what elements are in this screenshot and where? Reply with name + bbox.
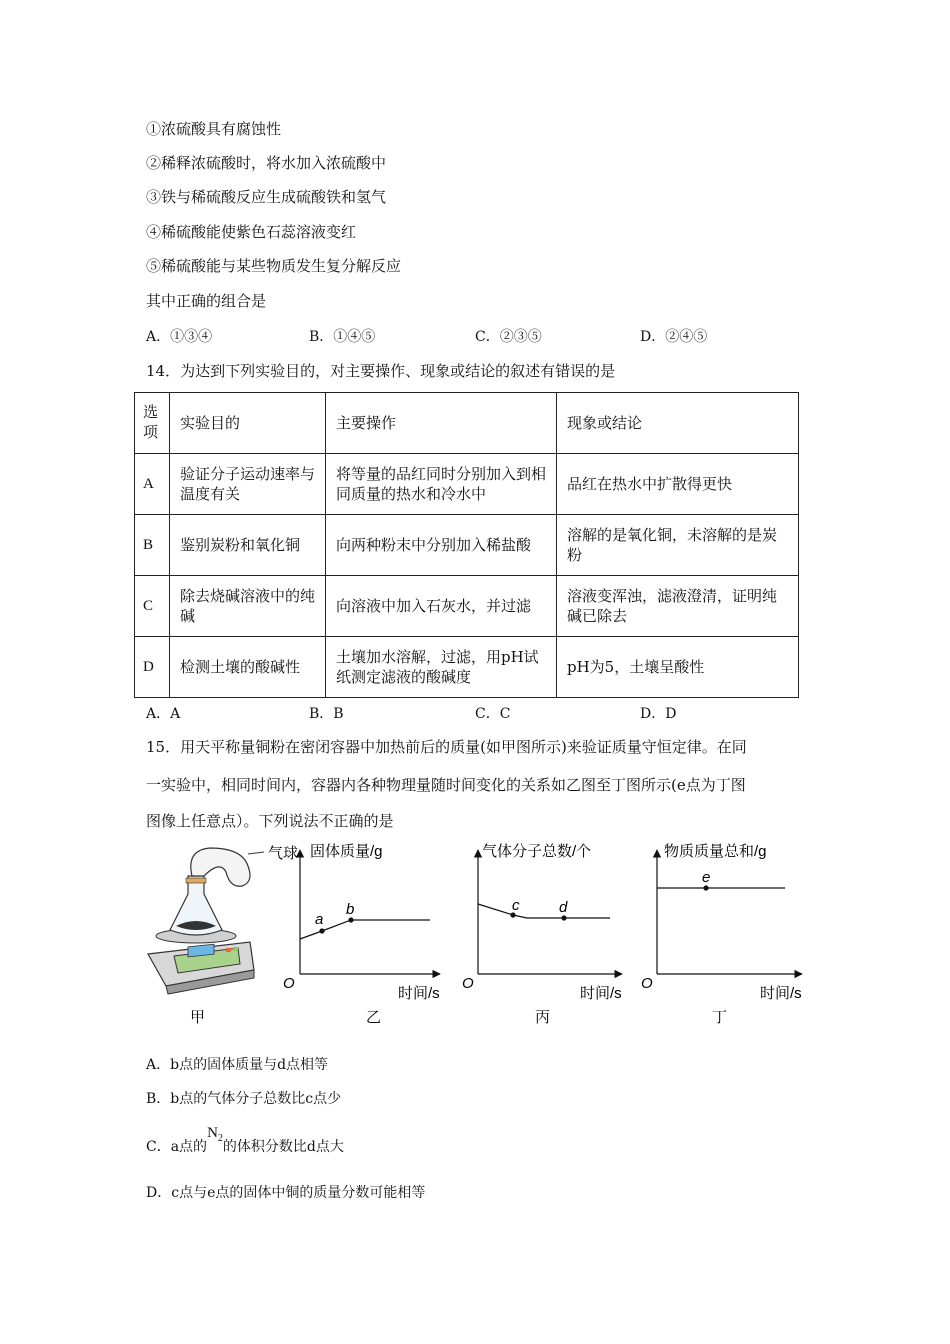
table-cell: pH为5，土壤呈酸性 — [557, 637, 799, 698]
q15-option-d: D．c点与e点的固体中铜的质量分数可能相等 — [146, 1185, 426, 1201]
q13-option-b: B．①④⑤ — [309, 329, 376, 345]
x-axis-label: 时间/s — [580, 985, 622, 1002]
table-row — [135, 515, 799, 576]
table-cell: 品红在热水中扩散得更快 — [557, 454, 799, 515]
origin-label: O — [462, 975, 474, 992]
q13-option-d: D．②④⑤ — [640, 329, 708, 345]
q14-stem: 14．为达到下列实验目的，对主要操作、现象或结论的叙述有错误的是 — [146, 362, 616, 380]
table-cell: 除去烧碱溶液中的纯碱 — [170, 576, 326, 637]
header-cell: 实验目的 — [170, 393, 326, 454]
header-cell: 选项 — [135, 393, 170, 454]
point-label-e: e — [702, 869, 711, 886]
q15-option-c-prefix: C．a点的 — [146, 1139, 208, 1155]
balloon-label: 气球 — [268, 845, 299, 862]
graph-y-label-total-mass: 物质质量总和/g — [664, 843, 767, 860]
table-cell: B — [135, 515, 170, 576]
statement-2: ②稀释浓硫酸时，将水加入浓硫酸中 — [146, 154, 387, 172]
table-cell: D — [135, 637, 170, 698]
q15-stem-line-2: 一实验中，相同时间内，容器内各种物理量随时间变化的关系如乙图至丁图所示(e点为丁图 — [146, 776, 746, 794]
x-axis-label: 时间/s — [760, 985, 802, 1002]
table-cell: 验证分子运动速率与温度有关 — [170, 454, 326, 515]
balance-illustration — [148, 848, 264, 994]
table-cell: 溶解的是氧化铜，未溶解的是炭粉 — [557, 515, 799, 576]
q15-stem-line-3: 图像上任意点）。下列说法不正确的是 — [146, 812, 394, 830]
table-cell: 向两种粉末中分别加入稀盐酸 — [326, 515, 557, 576]
table-row — [135, 576, 799, 637]
table-cell: A — [135, 454, 170, 515]
caption-yi: 乙 — [366, 1009, 382, 1026]
statement-5: ⑤稀硫酸能与某些物质发生复分解反应 — [146, 257, 402, 275]
q14-option-a: A．A — [146, 706, 181, 722]
point-label-b: b — [346, 901, 355, 918]
origin-label: O — [641, 975, 653, 992]
n2-formula-symbol: N — [207, 1125, 218, 1141]
point-label-c: c — [512, 897, 520, 914]
experiment-figure — [130, 836, 820, 1036]
q15-option-a: A．b点的固体质量与d点相等 — [146, 1057, 329, 1073]
table-cell: 土壤加水溶解，过滤，用pH试纸测定滤液的酸碱度 — [326, 637, 557, 698]
table-cell: 将等量的品红同时分别加入到相同质量的热水和冷水中 — [326, 454, 557, 515]
q13-option-a: A．①③④ — [146, 329, 213, 345]
statement-4: ④稀硫酸能使紫色石蕊溶液变红 — [146, 223, 357, 241]
table-cell: 溶液变浑浊，滤液澄清，证明纯碱已除去 — [557, 576, 799, 637]
table-cell: C — [135, 576, 170, 637]
caption-ding: 丁 — [712, 1009, 728, 1026]
point-label-d: d — [559, 899, 568, 916]
experiment-table — [134, 392, 799, 698]
table-cell: 检测土壤的酸碱性 — [170, 637, 326, 698]
graph-total-mass — [657, 850, 802, 974]
graph-y-label-gas-molecules: 气体分子总数/个 — [482, 843, 592, 860]
statement-1: ①浓硫酸具有腐蚀性 — [146, 120, 282, 138]
graph-y-label-solid-mass: 固体质量/g — [310, 843, 383, 860]
q14-option-b: B．B — [309, 706, 344, 722]
q15-option-c-suffix: 的体积分数比d点大 — [222, 1139, 344, 1155]
n2-formula-subscript: 2 — [217, 1133, 223, 1144]
q13-option-c: C．②③⑤ — [475, 329, 542, 345]
point-label-a: a — [315, 911, 324, 928]
table-row — [135, 637, 799, 698]
x-axis-label: 时间/s — [398, 985, 440, 1002]
q14-option-c: C．C — [475, 706, 511, 722]
q15-option-c — [146, 1125, 344, 1158]
graph-gas-molecules — [478, 850, 622, 974]
table-header-row — [135, 393, 799, 454]
table-cell: 向溶液中加入石灰水，并过滤 — [326, 576, 557, 637]
q15-stem-line-1: 15．用天平称量铜粉在密闭容器中加热前后的质量(如甲图所示)来验证质量守恒定律。在同 — [146, 738, 747, 756]
origin-label: O — [283, 975, 295, 992]
header-cell: 主要操作 — [326, 393, 557, 454]
caption-bing: 丙 — [535, 1009, 551, 1026]
q15-option-b: B．b点的气体分子总数比c点少 — [146, 1091, 342, 1107]
table-row — [135, 454, 799, 515]
statement-3: ③铁与稀硫酸反应生成硫酸铁和氢气 — [146, 188, 387, 206]
q14-option-d: D．D — [640, 706, 677, 722]
caption-jia: 甲 — [190, 1009, 206, 1026]
n2-formula — [207, 1125, 223, 1144]
header-cell: 现象或结论 — [557, 393, 799, 454]
q13-prompt: 其中正确的组合是 — [146, 292, 267, 310]
table-cell: 鉴别炭粉和氧化铜 — [170, 515, 326, 576]
